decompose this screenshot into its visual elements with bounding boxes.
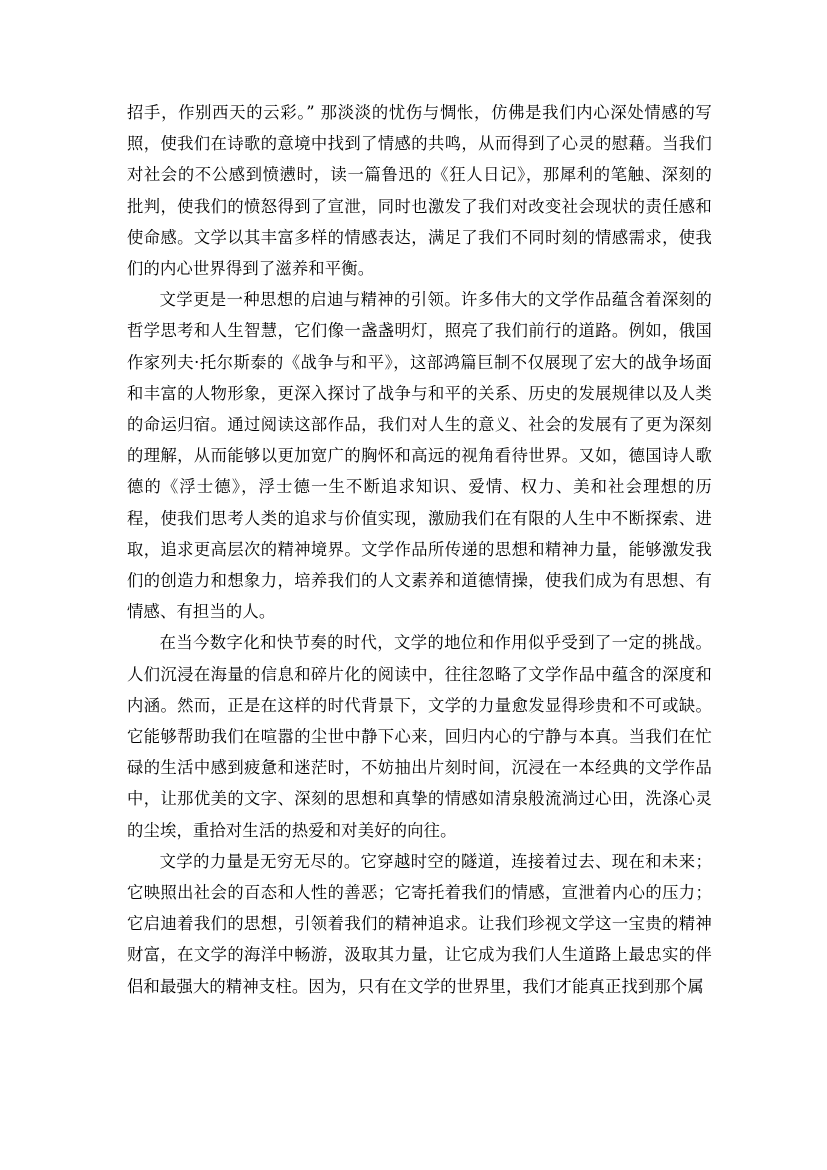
paragraph-4: 文学的力量是无穷无尽的。它穿越时空的隧道，连接着过去、现在和未来；它映照出社会的百态和人性的善恶；它寄托着我们的情感，宣泄着内心的压力；它启迪着我们的思想，引领着我们的精神追求。让我们珍视文学这一宝贵的精神财富，在文学的海洋中畅游，汲取其力量，让它成为我们人生道路上最忠实的伴侣和最强大的精神支柱。因为，只有在文学的世界里，我们才能真正找到那个属 (127, 851, 712, 996)
paragraph-2: 文学更是一种思想的启迪与精神的引领。许多伟大的文学作品蕴含着深刻的哲学思考和人生智慧，它们像一盏盏明灯，照亮了我们前行的道路。例如，俄国作家列夫·托尔斯泰的《战争与和平》，这部鸿篇巨制不仅展现了宏大的战争场面和丰富的人物形象，更深入探讨了战争与和平的关系、历史的发展规律以及人类的命运归宿。通过阅读这部作品，我们对人生的意义、社会的发展有了更为深刻的理解，从而能够以更加宽广的胸怀和高远的视角看待世界。又如，德国诗人歌德的《浮士德》，浮士德一生不断追求知识、爱情、权力、美和社会理想的历程，使我们思考人类的追求与价值实现，激励我们在有限的人生中不断探索、进取，追求更高层次的精神境界。文学作品所传递的思想和精神力量，能够激发我们的创造力和想象力，培养我们的人文素养和道德情操，使我们成为有思想、有情感、有担当的人。 (127, 290, 712, 622)
paragraph-3: 在当今数字化和快节奏的时代，文学的地位和作用似乎受到了一定的挑战。人们沉浸在海量的信息和碎片化的阅读中，往往忽略了文学作品中蕴含的深度和内涵。然而，正是在这样的时代背景下，文学的力量愈发显得珍贵和不可或缺。它能够帮助我们在喧嚣的尘世中静下心来，回归内心的宁静与本真。当我们在忙碌的生活中感到疲惫和迷茫时，不妨抽出片刻时间，沉浸在一本经典的文学作品中，让那优美的文字、深刻的思想和真挚的情感如清泉般流淌过心田，洗涤心灵的尘埃，重拾对生活的热爱和对美好的向往。 (127, 633, 712, 840)
document-page (127, 97, 712, 1002)
paragraph-1: 招手，作别西天的云彩。” 那淡淡的忧伤与惆怅，仿佛是我们内心深处情感的写照，使我们在诗歌的意境中找到了情感的共鸣，从而得到了心灵的慰藉。当我们对社会的不公感到愤懑时，读一篇鲁迅的《狂人日记》，那犀利的笔触、深刻的批判，使我们的愤怒得到了宣泄，同时也激发了我们对改变社会现状的责任感和使命感。文学以其丰富多样的情感表达，满足了我们不同时刻的情感需求，使我们的内心世界得到了滋养和平衡。 (127, 103, 712, 279)
